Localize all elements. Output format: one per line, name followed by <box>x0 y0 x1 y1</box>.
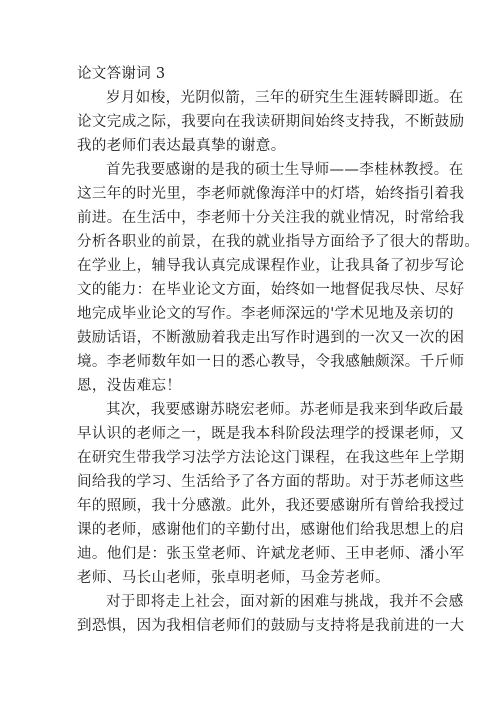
document-title: 论文答谢词 3 <box>77 66 166 82</box>
paragraph-line: 境。李老师数年如一日的悉心教导，令我感触颇深。千斤师 <box>77 354 465 370</box>
paragraph-line: 迪。他们是：张玉堂老师、许斌龙老师、王申老师、潘小军 <box>77 546 465 562</box>
document-page <box>77 62 480 638</box>
paragraph-line: 岁月如梭，光阴似箭，三年的研究生生涯转瞬即逝。在 <box>106 90 464 106</box>
paragraph-line: 恩，没齿难忘！ <box>77 378 182 394</box>
paragraph-line: 论文完成之际，我要向在我读研期间始终支持我，不断鼓励 <box>77 114 465 130</box>
paragraph-4 <box>77 590 465 638</box>
paragraph-line: 这三年的时光里，李老师就像海洋中的灯塔，始终指引着我 <box>77 186 465 202</box>
paragraph-line: 文的能力：在毕业论文方面，始终如一地督促我尽快、尽好 <box>77 282 465 298</box>
paragraph-line: 首先我要感谢的是我的硕士生导师——李桂林教授。在 <box>106 162 464 178</box>
paragraph-line: 在学业上，辅导我认真完成课程作业，让我具备了初步写论 <box>77 258 465 274</box>
paragraph-line: 年的照顾，我十分感激。此外，我还要感谢所有曾给我授过 <box>77 498 465 514</box>
paragraph-1 <box>77 86 465 158</box>
paragraph-line: 其次，我要感谢苏晓宏老师。苏老师是我来到华政后最 <box>106 402 464 418</box>
paragraph-line: 对于即将走上社会，面对新的困难与挑战，我并不会感 <box>106 594 464 610</box>
paragraph-line: 在研究生带我学习法学方法论这门课程，在我这些年上学期 <box>77 450 465 466</box>
paragraph-line: 间给我的学习、生活给予了各方面的帮助。对于苏老师这些 <box>77 474 465 490</box>
paragraph-line: 鼓励话语，不断激励着我走出写作时遇到的一次又一次的困 <box>77 330 465 346</box>
paragraph-line: 课的老师，感谢他们的辛勤付出，感谢他们给我思想上的启 <box>77 522 465 538</box>
paragraph-line: 我的老师们表达最真挚的谢意。 <box>77 138 286 154</box>
paragraph-3 <box>77 398 465 590</box>
paragraph-line: 分析各职业的前景，在我的就业指导方面给予了很大的帮助。 <box>77 234 480 250</box>
paragraph-line: 老师、马长山老师，张卓明老师，马金芳老师。 <box>77 570 390 586</box>
paragraph-line: 地完成毕业论文的写作。李老师深远的'学术见地及亲切的 <box>77 306 454 322</box>
paragraph-line: 前进。在生活中，李老师十分关注我的就业情况，时常给我 <box>77 210 465 226</box>
paragraph-2 <box>77 158 480 398</box>
paragraph-line: 早认识的老师之一，既是我本科阶段法理学的授课老师，又 <box>77 426 465 442</box>
paragraph-line: 到恐惧，因为我相信老师们的鼓励与支持将是我前进的一大 <box>77 618 465 634</box>
